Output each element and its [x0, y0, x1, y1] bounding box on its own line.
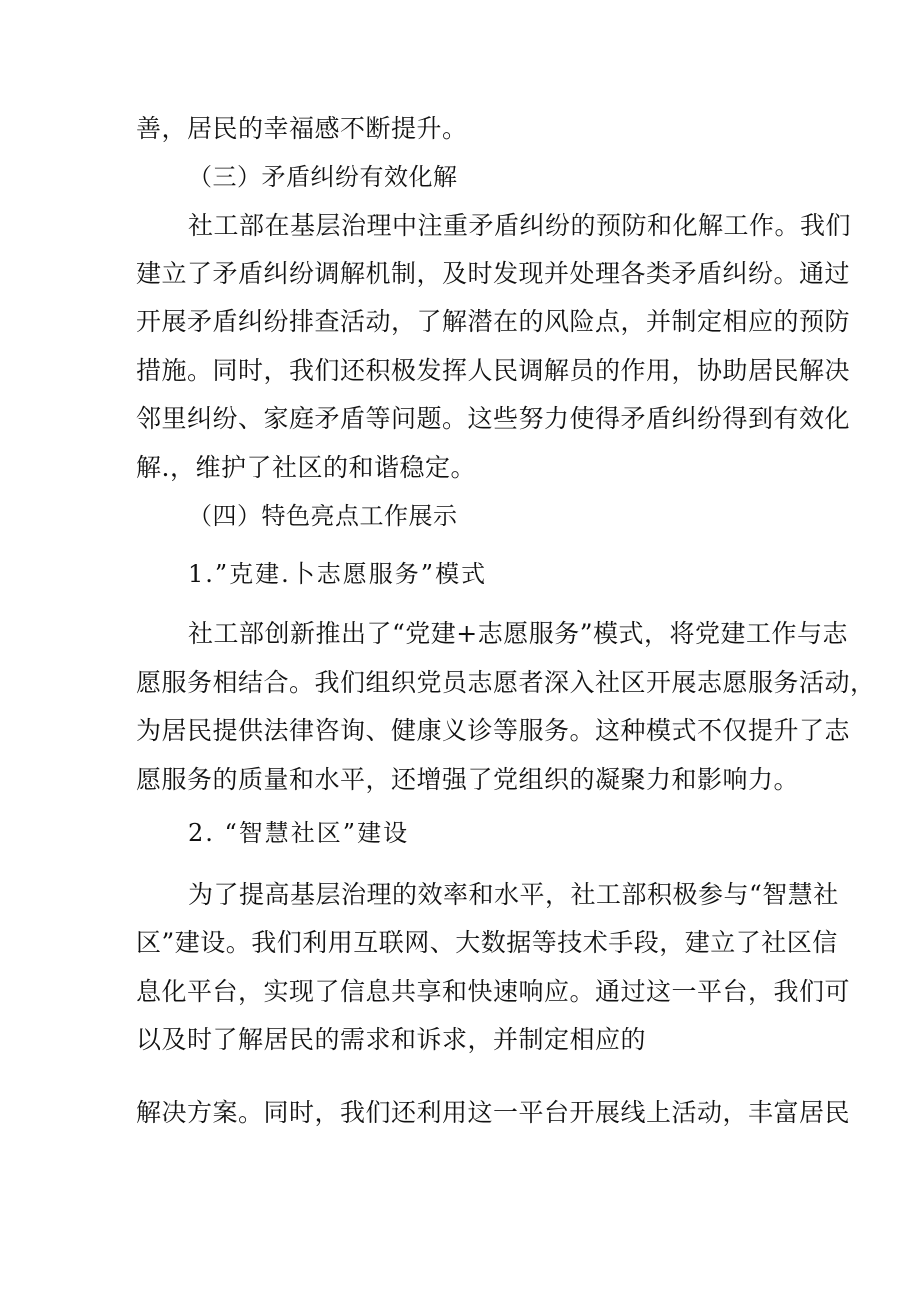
paragraph-line: 解决方案。同时，我们还利用这一平台开展线上活动，丰富居民 — [136, 1098, 851, 1127]
subsection-heading: 2. “智慧社区”建设 — [188, 819, 410, 847]
paragraph-line: 善，居民的幸福感不断提升。 — [136, 114, 468, 143]
paragraph-line: 区”建设。我们利用互联网、大数据等技术手段，建立了社区信 — [136, 928, 838, 957]
paragraph-line: 开展矛盾纠纷排查活动，了解潜在的风险点，并制定相应的预防 — [136, 307, 851, 336]
paragraph-line: 为居民提供法律咨询、健康义诊等服务。这种模式不仅提升了志 — [136, 716, 851, 745]
paragraph-line: 邻里纠纷、家庭矛盾等问题。这些努力使得矛盾纠纷得到有效化 — [136, 404, 851, 433]
paragraph-line: 为了提高基层治理的效率和水平，社工部积极参与“智慧社 — [188, 880, 839, 909]
paragraph-line: 建立了矛盾纠纷调解机制，及时发现并处理各类矛盾纠纷。通过 — [136, 259, 851, 288]
paragraph-line: 以及时了解居民的需求和诉求，并制定相应的 — [136, 1025, 647, 1054]
paragraph-line: 社工部在基层治理中注重矛盾纠纷的预防和化解工作。我们 — [188, 211, 852, 240]
paragraph-line: 社工部创新推出了“党建+志愿服务”模式，将党建工作与志 — [188, 619, 849, 648]
section-heading: （三）矛盾纠纷有效化解 — [188, 163, 458, 191]
paragraph-line: 措施。同时，我们还积极发挥人民调解员的作用，协助居民解决 — [136, 356, 851, 385]
section-heading: （四）特色亮点工作展示 — [188, 502, 458, 530]
paragraph-line: 息化平台，实现了信息共享和快速响应。通过这一平台，我们可 — [136, 977, 851, 1006]
paragraph-line: 愿服务相结合。我们组织党员志愿者深入社区开展志愿服务活动， — [136, 668, 876, 697]
paragraph-line: 愿服务的质量和水平，还增强了党组织的凝聚力和影响力。 — [136, 765, 800, 794]
paragraph-line: 解.，维护了社区的和谐稳定。 — [136, 453, 476, 482]
subsection-heading: 1.”克建.卜志愿服务”模式 — [188, 560, 488, 588]
